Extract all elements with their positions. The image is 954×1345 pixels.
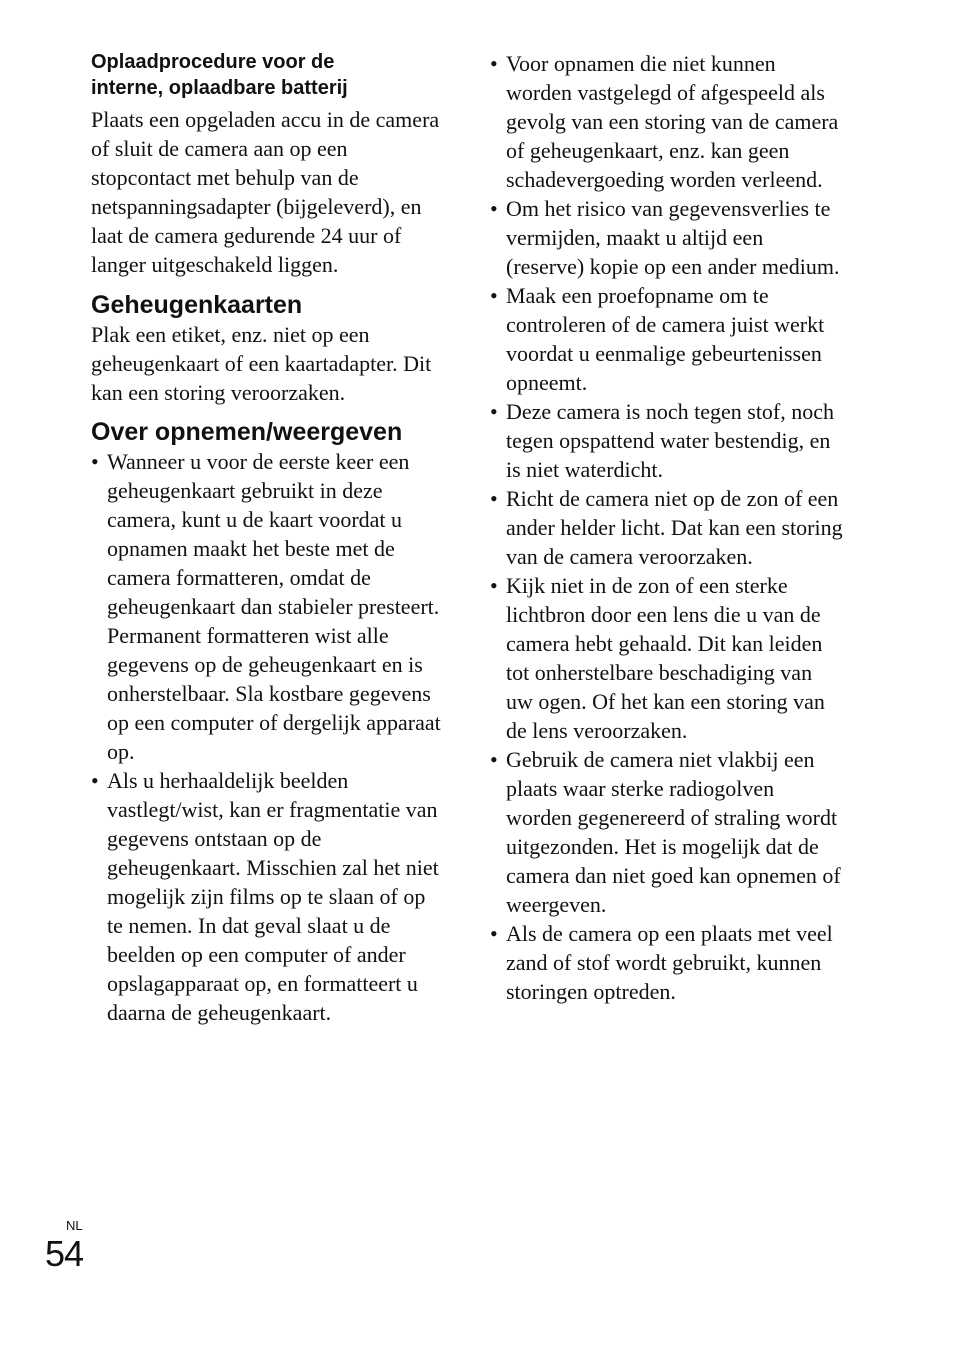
- list-item-text: Wanneer u voor de eerste keer een geheugenkaart gebruikt in deze camera, kunt u de kaart voordat u opnamen maakt het beste met de camera formatteren, omdat de geheugenkaart dan stabieler presteert. Permanent formatteren wist alle gegevens op de geheugenkaart en is onherstelbaar. Sla kostbare gegevens op een computer of dergelijk apparaat op.: [107, 449, 441, 764]
- list-item: [91, 447, 443, 766]
- bullet-icon: •: [490, 399, 498, 424]
- bullet-icon: •: [490, 573, 498, 598]
- list-item-text: Richt de camera niet op de zon of een ander helder licht. Dat kan een storing van de camera veroorzaken.: [506, 486, 843, 569]
- list-item: [490, 49, 844, 194]
- list-item-text: Gebruik de camera niet vlakbij een plaats waar sterke radiogolven worden gegenereerd of straling wordt uitgezonden. Het is mogelijk dat de camera dan niet goed kan opnemen of weergeven.: [506, 747, 841, 917]
- language-code: NL: [66, 1218, 83, 1233]
- page-number: 54: [45, 1233, 84, 1274]
- charging-text: Plaats een opgeladen accu in de camera of sluit de camera aan op een stopcontact met behulp van de netspanningsadapter (bijgeleverd), en laat de camera gedurende 24 uur of langer uitgeschakeld liggen.: [91, 107, 440, 277]
- left-column: [91, 49, 451, 1027]
- list-item-text: Maak een proefopname om te controleren of de camera juist werkt voordat u eenmalige gebeurtenissen opneemt.: [506, 283, 825, 395]
- recording-bullet-list: [91, 447, 443, 1027]
- list-item: [490, 194, 844, 281]
- right-bullet-list: [490, 49, 844, 1006]
- charging-heading: Oplaadprocedure voor de interne, oplaadbare batterij: [91, 51, 348, 99]
- right-column: [490, 49, 850, 1006]
- list-item-text: Als u herhaaldelijk beelden vastlegt/wist, kan er fragmentatie van gegevens ontstaan op de geheugenkaart. Misschien zal het niet mogelijk zijn films op te slaan of op te nemen. In dat geval slaat u de beelden op een computer of ander opslagapparaat op, en formatteert u daarna de geheugenkaart.: [107, 768, 439, 1025]
- bullet-icon: •: [91, 768, 99, 793]
- list-item: [490, 397, 844, 484]
- list-item: [490, 571, 844, 745]
- list-item: [490, 484, 844, 571]
- list-item-text: Als de camera op een plaats met veel zand of stof wordt gebruikt, kunnen storingen optreden.: [506, 921, 833, 1004]
- bullet-icon: •: [490, 283, 498, 308]
- memory-cards-heading: Geheugenkaarten: [91, 291, 303, 319]
- bullet-icon: •: [490, 51, 498, 76]
- list-item-text: Om het risico van gegevensverlies te vermijden, maakt u altijd een (reserve) kopie op een ander medium.: [506, 196, 840, 279]
- bullet-icon: •: [490, 921, 498, 946]
- list-item-text: Deze camera is noch tegen stof, noch tegen opspattend water bestendig, en is niet waterdicht.: [506, 399, 835, 482]
- bullet-icon: •: [490, 747, 498, 772]
- bullet-icon: •: [490, 486, 498, 511]
- list-item: [490, 281, 844, 397]
- list-item-text: Voor opnamen die niet kunnen worden vastgelegd of afgespeeld als gevolg van een storing van de camera of geheugenkaart, enz. kan geen schadevergoeding worden verleend.: [506, 51, 839, 192]
- list-item-text: Kijk niet in de zon of een sterke lichtbron door een lens die u van de camera hebt gehaald. Dit kan leiden tot onherstelbare beschadiging van uw ogen. Of het kan een storing van de lens veroorzaken.: [506, 573, 825, 743]
- memory-cards-text: Plak een etiket, enz. niet op een geheugenkaart of een kaartadapter. Dit kan een storing veroorzaken.: [91, 322, 432, 405]
- bullet-icon: •: [91, 449, 99, 474]
- list-item: [490, 745, 844, 919]
- list-item: [91, 766, 443, 1027]
- recording-heading: Over opnemen/weergeven: [91, 418, 403, 446]
- list-item: [490, 919, 844, 1006]
- bullet-icon: •: [490, 196, 498, 221]
